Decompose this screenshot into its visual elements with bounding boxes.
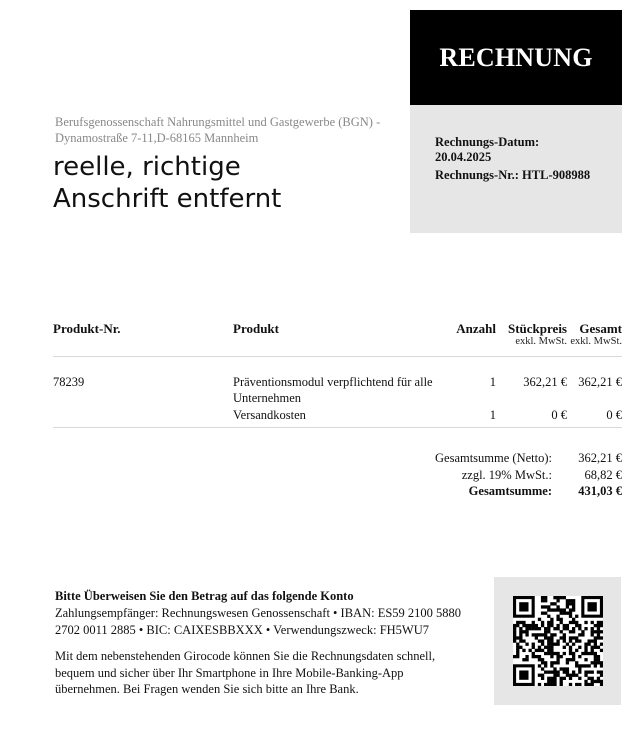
row2-unit-price: 0 € <box>551 408 567 422</box>
row1-quantity: 1 <box>489 375 496 389</box>
girocode-note <box>55 648 455 698</box>
invoice-meta-box <box>410 105 622 233</box>
row2-product: Versandkosten <box>233 408 306 422</box>
header-unit-price-sub: exkl. MwSt. <box>515 336 567 347</box>
table-footer-divider <box>53 427 622 428</box>
invoice-date-label: Rechnungs-Datum: <box>435 135 540 149</box>
row1-product-line-1: Präventionsmodul verpflichtend für alle <box>233 375 433 389</box>
net-total-value: 362,21 € <box>578 451 622 465</box>
vat-value: 68,82 € <box>584 468 622 482</box>
header-unit-price: Stückpreis <box>508 321 567 336</box>
gross-total-label: Gesamtsumme: <box>468 484 552 498</box>
girocode-note-line-3: übernehmen. Bei Fragen wenden Sie sich bitte an Ihre Bank. <box>55 682 359 696</box>
girocode-note-line-2: bequem und sicher über Ihr Smartphone in Ihre Mobile-Banking-App <box>55 665 404 680</box>
sender-line-1: Berufsgenossenschaft Nahrungsmittel und Gastgewerbe (BGN) - <box>55 115 381 129</box>
gross-total-value: 431,03 € <box>578 484 622 498</box>
header-quantity: Anzahl <box>456 321 496 336</box>
row1-product-line-2: Unternehmen <box>233 391 302 405</box>
document-title: RECHNUNG <box>410 10 622 105</box>
girocode-qr-icon <box>513 596 603 686</box>
vat-label: zzgl. 19% MwSt.: <box>461 468 552 482</box>
invoice-number: Rechnungs-Nr.: HTL-908988 <box>435 168 591 182</box>
table-header-divider <box>53 356 622 357</box>
sender-address <box>55 114 395 146</box>
bank-details-line-1: Zahlungsempfänger: Rechnungswesen Genossenschaft • IBAN: ES59 2100 5880 <box>55 606 462 620</box>
row1-total: 362,21 € <box>578 375 622 389</box>
recipient-line-1: reelle, richtige <box>53 152 241 182</box>
girocode-note-line-1: Mit dem nebenstehenden Girocode können Sie die Rechnungsdaten schnell, <box>55 649 436 663</box>
bank-details-line-2: 2702 0011 2885 • BIC: CAIXESBBXXX • Verwendungszweck: FH5WU7 <box>55 623 430 637</box>
header-product-nr: Produkt-Nr. <box>53 321 121 336</box>
header-total: Gesamt <box>579 321 622 336</box>
header-product: Produkt <box>233 321 279 336</box>
row2-quantity: 1 <box>489 408 496 422</box>
girocode-box <box>494 577 621 705</box>
recipient-address <box>53 151 281 215</box>
row1-product-nr: 78239 <box>53 375 85 389</box>
bank-section-title: Bitte Überweisen Sie den Betrag auf das folgende Konto <box>55 589 354 603</box>
qr-code-graphic <box>513 596 603 686</box>
sender-line-2: Dynamostraße 7-11,D-68165 Mannheim <box>55 131 259 145</box>
row2-total: 0 € <box>606 408 622 422</box>
invoice-date-value: 20.04.2025 <box>435 150 492 164</box>
net-total-label: Gesamtsumme (Netto): <box>435 451 552 465</box>
row1-unit-price: 362,21 € <box>523 375 567 389</box>
header-total-sub: exkl. MwSt. <box>570 336 622 347</box>
recipient-line-2: Anschrift entfernt <box>53 184 282 214</box>
row1-product <box>233 374 448 406</box>
